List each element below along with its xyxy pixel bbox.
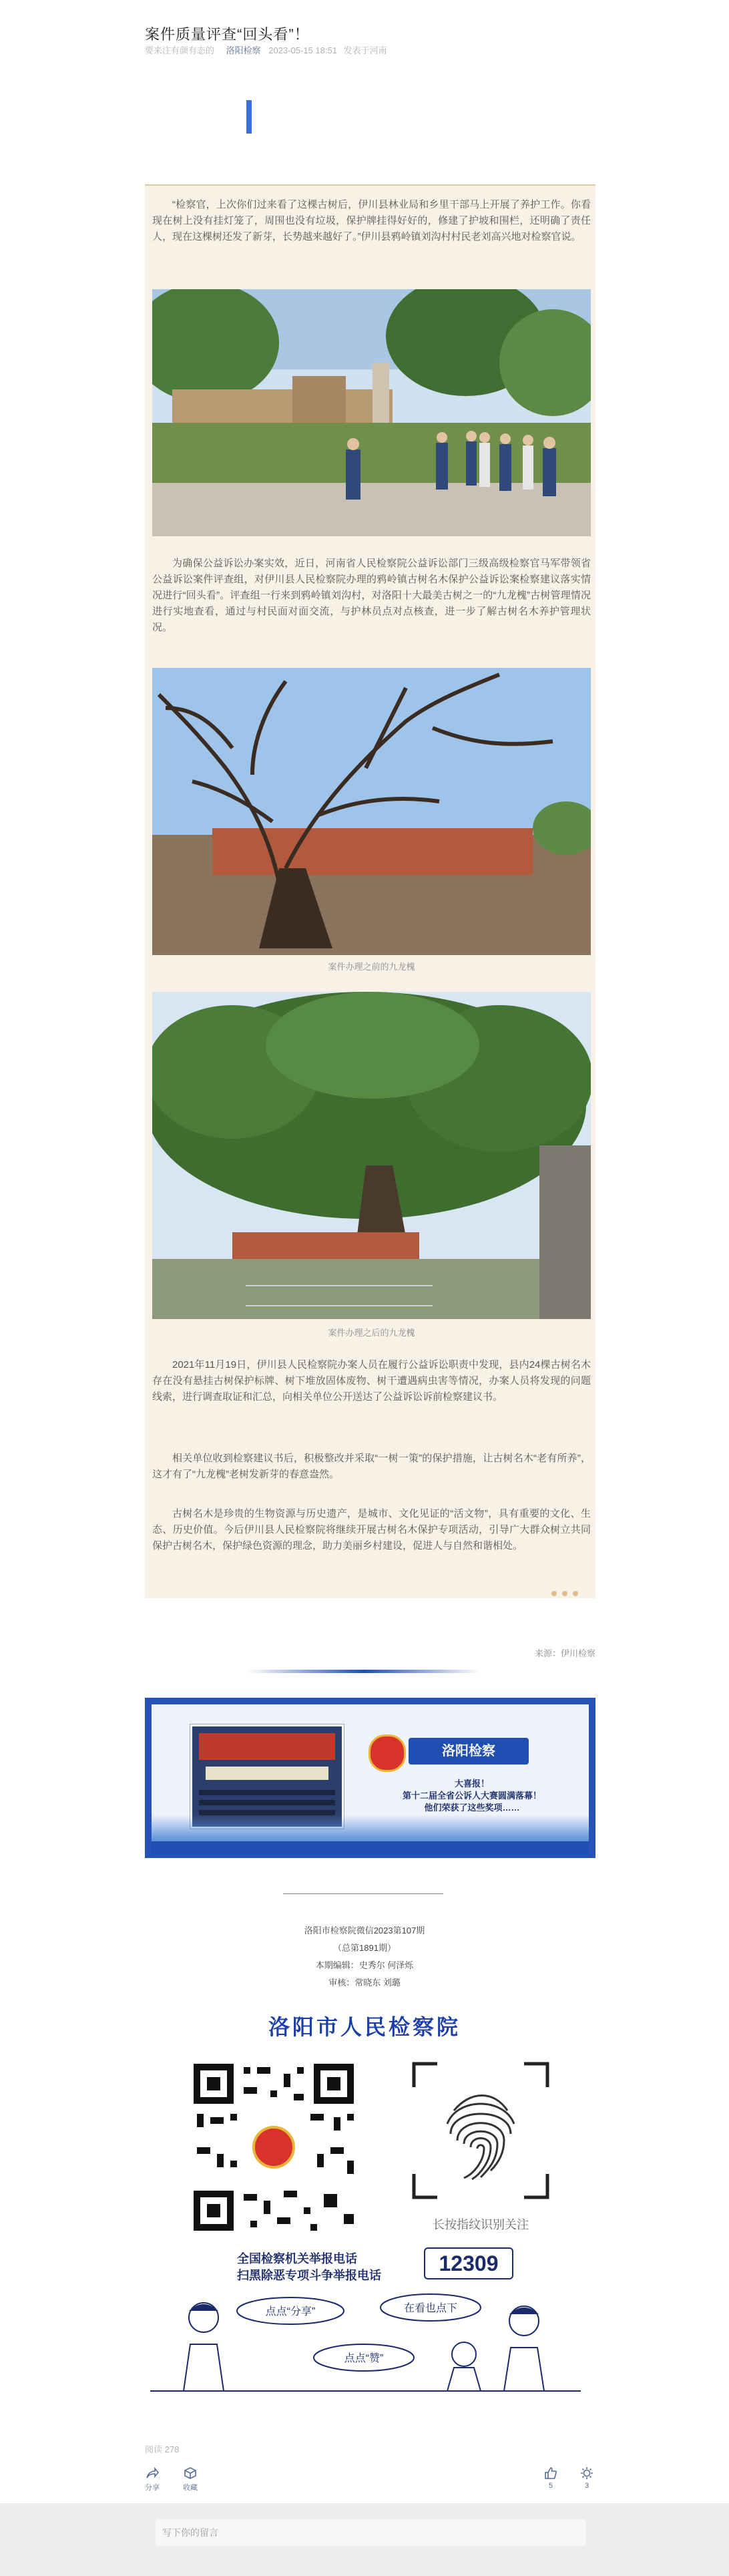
blue-divider [247,1670,481,1673]
conference-photo [190,1724,344,1829]
issue-number: 洛阳市检察院微信2023第107期 [304,1925,425,1936]
tree-after-photo [152,992,591,1319]
editors: 本期编辑：史秀尔 何泽烁 [315,1960,414,1970]
comment-input[interactable]: 写下你的留言 [156,2519,586,2546]
qr-code[interactable] [190,2060,357,2234]
article-meta [145,43,391,56]
publish-location: 发表于河南 [343,45,387,55]
banner-message [389,1778,555,1814]
share-button[interactable] [142,2467,162,2493]
cartoon-illustration [150,2291,581,2404]
paragraph-2: 为确保公益诉讼办案实效，近日，河南省人民检察院公益诉讼部门三级高级检察官马军带领省公益诉讼案件评查组，对伊川县人民检察院办理的鸦岭镇古树名木保护公益诉讼案检察建议落实情况进行“回头看”。评查组一行来到鸦岭镇刘沟村，对洛阳十大最美古树之一的“九龙槐”古树管理情况进行实地查看，通过与村民面对面交流，与护林员点对点核查，进一步了解古树名木养护管理状况。 [152,558,591,633]
banner-wave [152,1815,589,1841]
caption-after: 案件办理之后的九龙槐 [328,1328,415,1338]
share-label: 分享 [145,2484,160,2492]
paragraph-4: 相关单位收到检察建议书后，积极整改并采取“一树一策”的保护措施，让古树名木“老有所养”，这才有了“九龙槐”老树发新芽的春意盎然。 [152,1453,591,1480]
total-issue: （总第1891期） [333,1943,396,1953]
fingerprint-hint: 长按指纹识别关注 [433,2218,529,2231]
article-title: 案件质量评查“回头看”！ [145,25,310,43]
footer-divider [283,1893,443,1894]
paragraph-3: 2021年11月19日，伊川县人民检察院办案人员在履行公益诉讼职责中发现，县内24棵古树名木存在没有悬挂古树保护标牌、树下堆放固体废物、树干遭遇病虫害等情况，办案人员将发现的问题线索，进行调查取证和汇总，向相关单位公开送达了公益诉讼诉前检察建议书。 [152,1359,591,1403]
org-name: 洛阳市人民检察院 [268,2015,461,2039]
banner-brand: 洛阳检察 [409,1738,529,1765]
banner-footer-strip [152,1841,589,1855]
banner-line-1: 大喜报！ [454,1779,489,1789]
decor-dots [551,1588,583,1600]
share-icon [146,2467,159,2479]
wow-button[interactable] [578,2467,595,2490]
thumbs-up-icon [545,2467,557,2479]
hotline-label-2: 扫黑除恶专项斗争举报电话 [237,2269,381,2282]
action-bar [0,2464,729,2498]
caption-before: 案件办理之前的九龙槐 [328,962,415,972]
bubble-like: 点点“赞” [344,2353,384,2364]
fingerprint-icon [447,2096,514,2180]
banner-line-3: 他们荣获了这些奖项…… [424,1803,520,1813]
favorite-button[interactable] [180,2467,200,2493]
bubble-share: 点点“分享” [265,2306,316,2318]
hotline-number: 12309 [424,2247,513,2279]
tree-before-photo [152,668,591,955]
source-credit: 来源：伊川检察 [534,1648,595,1658]
account-link[interactable]: 洛阳检察 [226,45,261,55]
comment-area [0,2503,729,2576]
wow-count: 3 [584,2482,589,2490]
paragraph-1: “检察官，上次你们过来看了这棵古树后，伊川县林业局和乡里干部马上开展了养护工作。你看现在树上没有挂灯笼了，周围也没有垃圾，保护牌挂得好好的，修建了护坡和围栏，还明确了责任人，现在这棵树还发了新芽，长势越来越好了。”伊川县鸦岭镇刘沟村村民老刘高兴地对检察官说。 [152,199,591,242]
paragraph-5: 古树名木是珍贵的生物资源与历史遗产，是城市、文化见证的“活文物”，具有重要的文化、生态、历史价值。今后伊川县人民检察院将继续开展古树名木保护专项活动，引导广大群众树立共同保护古树名木，保护绿色资源的理念，助力美丽乡村建设，促进人与自然和谐相处。 [152,1508,591,1551]
like-count: 5 [548,2482,553,2490]
inspection-photo [152,289,591,536]
like-button[interactable] [542,2467,559,2490]
cube-icon [184,2467,196,2479]
decor-bar [246,100,252,134]
sparkle-icon [581,2467,593,2479]
hotline-label-1: 全国检察机关举报电话 [237,2252,357,2265]
banner-content [152,1704,589,1841]
favorite-label: 收藏 [183,2484,198,2492]
publish-time: 2023-05-15 18:51 [268,45,337,55]
fingerprint-scan[interactable] [411,2060,551,2201]
promo-banner[interactable] [145,1698,595,1858]
meta-prefix: 要来注有颜有态的 [145,45,215,55]
reviewers: 审核：常晓东 刘璐 [328,1978,401,1988]
bubble-view: 在看也点下 [403,2303,458,2314]
banner-line-2: 第十二届全省公诉人大赛圆满落幕！ [402,1791,541,1801]
read-count: 阅读 278 [145,2444,180,2454]
procuratorate-emblem-icon [369,1734,406,1772]
